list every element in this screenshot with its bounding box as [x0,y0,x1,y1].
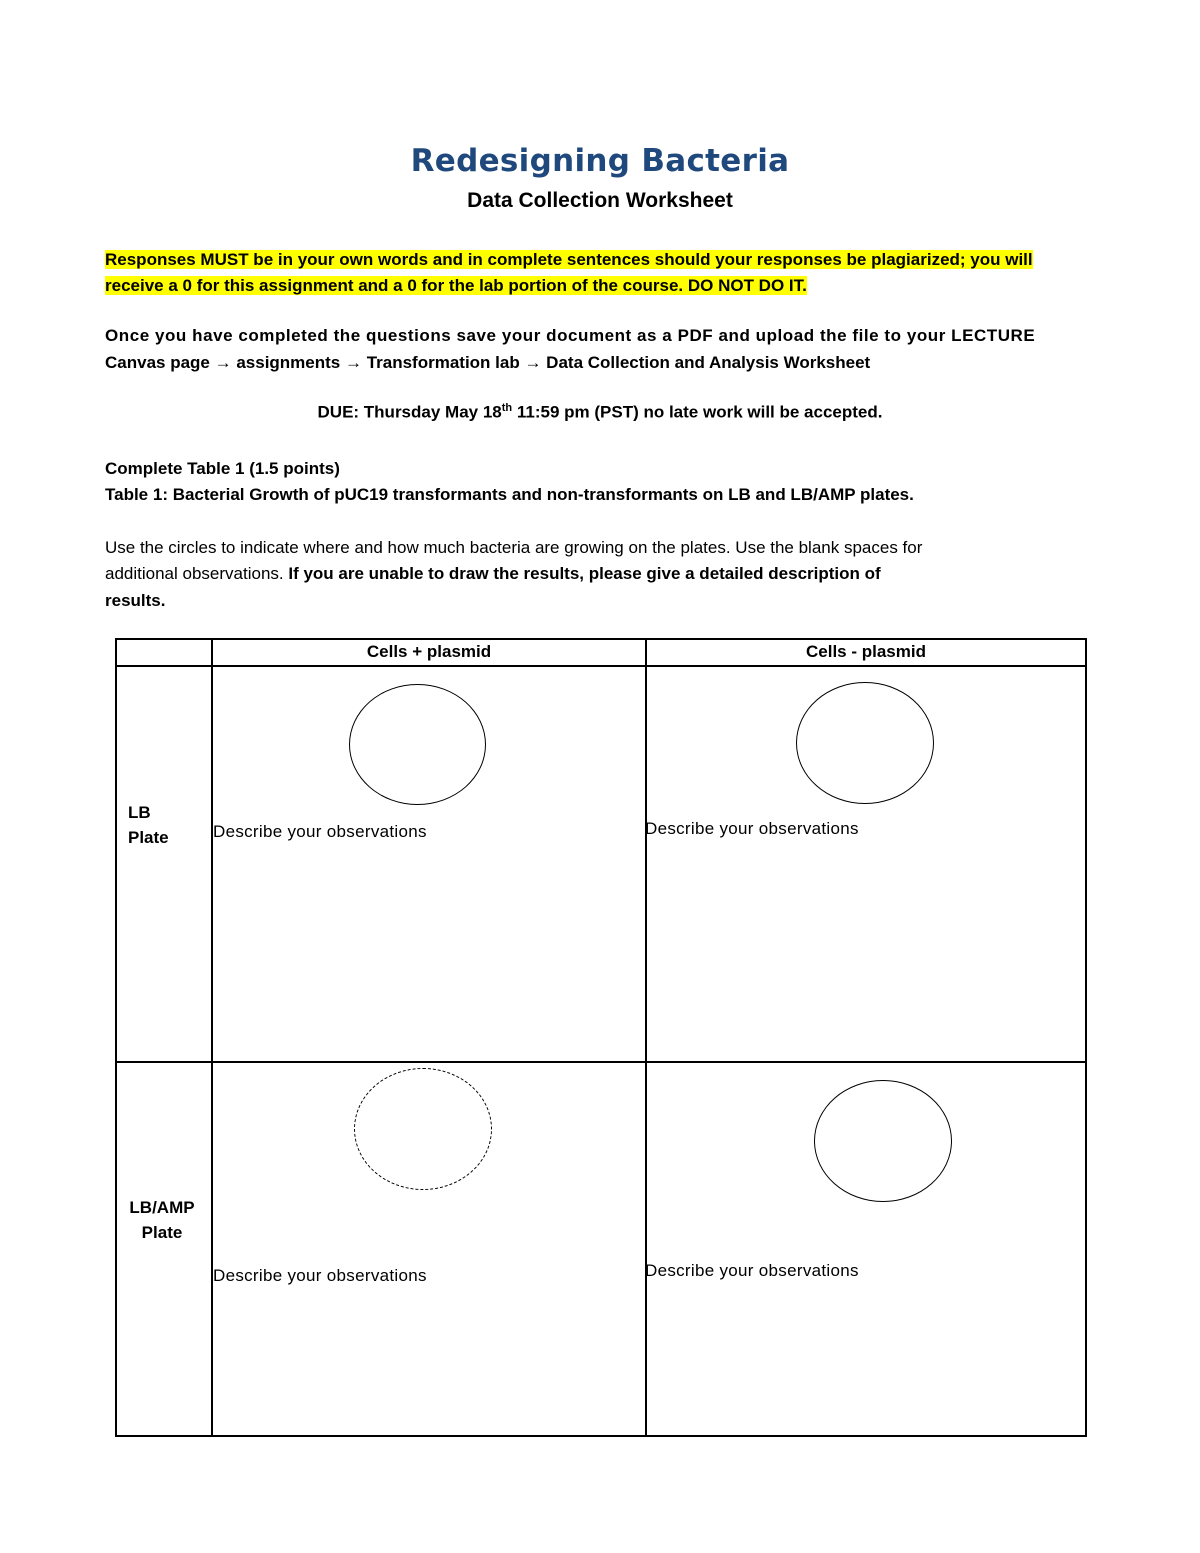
warning-line-2: receive a 0 for this assignment and a 0 for the lab portion of the course. DO NOT DO IT. [105,276,807,295]
plate-circle-lbamp-without-plasmid[interactable] [814,1080,952,1202]
row-label-lbamp-line1: LB/AMP [129,1198,195,1217]
obs-prompt-lb-without-plasmid: Describe your observations [645,819,859,838]
row-label-lb-line1: LB [128,803,151,822]
plagiarism-warning [105,247,1095,299]
col-header-with-plasmid-label: Cells + plasmid [366,642,492,661]
warning-line-1: Responses MUST be in your own words and in complete sentences should your responses be plagiarized; you will [105,250,1033,269]
row-label-cell-lb [115,665,213,1063]
table-corner-cell [115,638,213,667]
due-sup: th [501,402,513,414]
plate-circle-lb-with-plasmid[interactable] [349,684,486,805]
row-label-lbamp [113,1195,211,1245]
directions-line-2 [105,560,881,587]
obs-prompt-lb-with-plasmid: Describe your observations [213,822,427,841]
directions-line-1: Use the circles to indicate where and how much bacteria are growing on the plates. Use the blank spaces for [105,538,923,557]
directions-line-2-plain: additional observations. [105,564,289,583]
row-label-lb [128,800,169,850]
directions-line-2-bold: If you are unable to draw the results, please give a detailed description of [288,564,881,583]
page-title: Redesigning Bacteria [410,143,790,179]
due-suffix: 11:59 pm (PST) no late work will be accepted. [512,402,883,422]
plate-circle-lbamp-with-plasmid[interactable] [354,1068,492,1190]
row-label-cell-lbamp [115,1061,213,1437]
col-header-with-plasmid [211,638,647,667]
obs-prompt-lbamp-with-plasmid: Describe your observations [213,1266,427,1285]
due-prefix: DUE: Thursday May 18 [317,402,502,422]
page-subtitle: Data Collection Worksheet [467,189,733,212]
col-header-without-plasmid [645,638,1087,667]
row-label-lb-line2: Plate [128,828,169,847]
directions-line-3: results. [105,591,166,610]
col-header-without-plasmid-label: Cells - plasmid [806,642,926,661]
plate-circle-lb-without-plasmid[interactable] [796,682,934,804]
due-date [0,402,1200,423]
obs-prompt-lbamp-without-plasmid: Describe your observations [645,1261,859,1280]
table-caption: Table 1: Bacterial Growth of pUC19 transformants and non-transformants on LB and LB/AMP plates. [105,485,914,504]
complete-table-heading: Complete Table 1 (1.5 points) [105,459,340,478]
instructions-line-1: Once you have completed the questions save your document as a PDF and upload the file to your LECTURE [105,326,1036,345]
row-label-lbamp-line2: Plate [141,1223,183,1242]
instructions-line-2: Canvas page → assignments → Transformation lab → Data Collection and Analysis Worksheet [105,353,871,372]
